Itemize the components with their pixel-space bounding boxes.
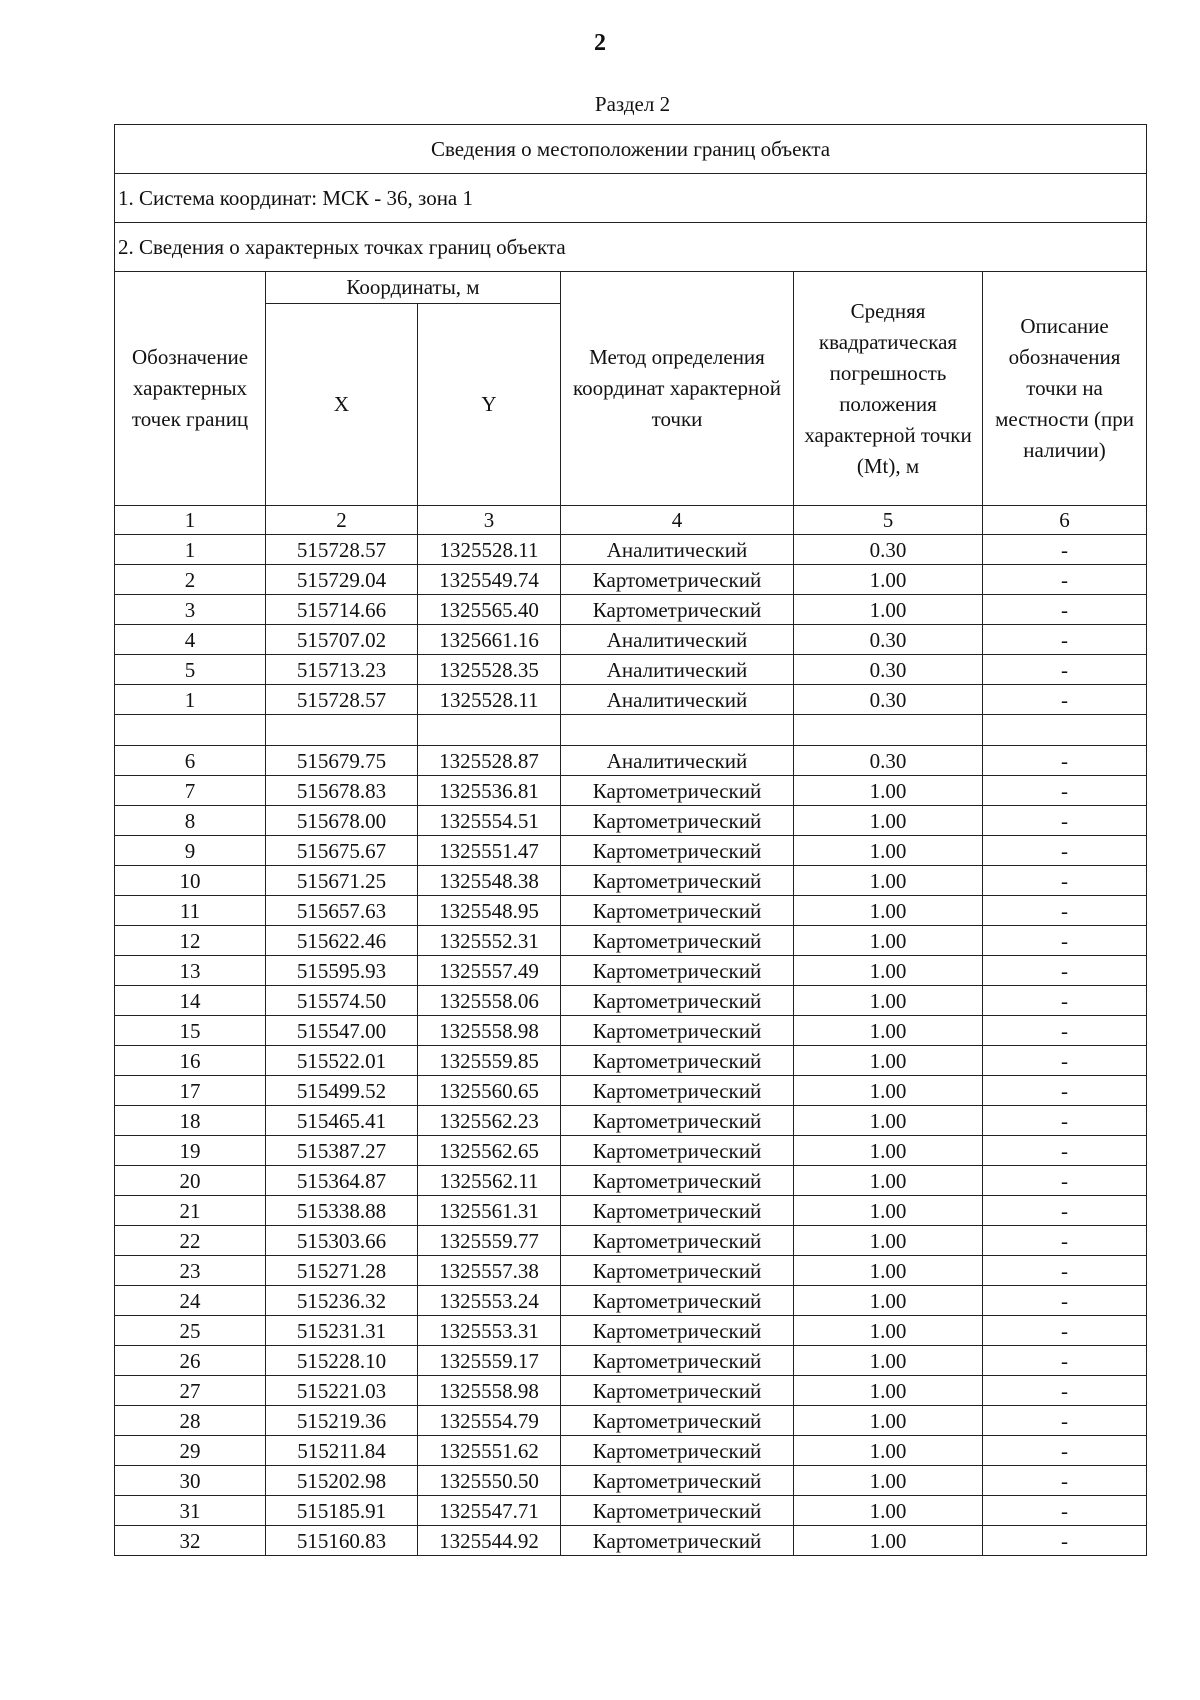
description-cell: - bbox=[983, 1286, 1147, 1316]
description-cell: - bbox=[983, 685, 1147, 715]
error-cell: 1.00 bbox=[794, 1226, 983, 1256]
table-row bbox=[115, 1346, 1147, 1376]
error-cell: 1.00 bbox=[794, 1286, 983, 1316]
empty-cell bbox=[983, 715, 1147, 746]
point-number-cell: 17 bbox=[115, 1076, 266, 1106]
error-cell: 0.30 bbox=[794, 655, 983, 685]
x-coordinate-cell: 515622.46 bbox=[266, 926, 418, 956]
empty-cell bbox=[561, 715, 794, 746]
y-coordinate-cell: 1325558.06 bbox=[418, 986, 561, 1016]
description-cell: - bbox=[983, 1196, 1147, 1226]
x-coordinate-cell: 515338.88 bbox=[266, 1196, 418, 1226]
description-cell: - bbox=[983, 1376, 1147, 1406]
y-coordinate-cell: 1325557.49 bbox=[418, 956, 561, 986]
error-cell: 1.00 bbox=[794, 1076, 983, 1106]
x-coordinate-cell: 515679.75 bbox=[266, 746, 418, 776]
method-cell: Картометрический bbox=[561, 1466, 794, 1496]
column-number: 5 bbox=[794, 506, 983, 535]
description-cell: - bbox=[983, 836, 1147, 866]
column-number: 2 bbox=[266, 506, 418, 535]
x-coordinate-cell: 515707.02 bbox=[266, 625, 418, 655]
x-coordinate-cell: 515678.00 bbox=[266, 806, 418, 836]
method-cell: Аналитический bbox=[561, 655, 794, 685]
description-cell: - bbox=[983, 866, 1147, 896]
table-row bbox=[115, 1136, 1147, 1166]
table-row bbox=[115, 655, 1147, 685]
column-number: 3 bbox=[418, 506, 561, 535]
method-cell: Аналитический bbox=[561, 535, 794, 565]
y-coordinate-cell: 1325536.81 bbox=[418, 776, 561, 806]
error-cell: 1.00 bbox=[794, 776, 983, 806]
table-row bbox=[115, 1526, 1147, 1556]
y-coordinate-cell: 1325548.38 bbox=[418, 866, 561, 896]
x-coordinate-cell: 515202.98 bbox=[266, 1466, 418, 1496]
table-row bbox=[115, 535, 1147, 565]
table-row bbox=[115, 896, 1147, 926]
empty-cell bbox=[115, 715, 266, 746]
method-cell: Картометрический bbox=[561, 1526, 794, 1556]
method-cell: Картометрический bbox=[561, 1076, 794, 1106]
method-cell: Картометрический bbox=[561, 806, 794, 836]
point-number-cell: 4 bbox=[115, 625, 266, 655]
description-cell: - bbox=[983, 595, 1147, 625]
error-cell: 1.00 bbox=[794, 866, 983, 896]
empty-cell bbox=[794, 715, 983, 746]
point-number-cell: 1 bbox=[115, 535, 266, 565]
table-row bbox=[115, 1436, 1147, 1466]
y-coordinate-cell: 1325528.35 bbox=[418, 655, 561, 685]
points-heading: 2. Сведения о характерных точках границ объекта bbox=[115, 223, 1147, 272]
y-coordinate-cell: 1325559.17 bbox=[418, 1346, 561, 1376]
x-coordinate-cell: 515185.91 bbox=[266, 1496, 418, 1526]
error-cell: 0.30 bbox=[794, 535, 983, 565]
table-row bbox=[115, 595, 1147, 625]
header-method: Метод определения координат характерной точки bbox=[561, 272, 794, 506]
method-cell: Аналитический bbox=[561, 746, 794, 776]
x-coordinate-cell: 515387.27 bbox=[266, 1136, 418, 1166]
table-row bbox=[115, 565, 1147, 595]
table-row bbox=[115, 956, 1147, 986]
x-coordinate-cell: 515465.41 bbox=[266, 1106, 418, 1136]
description-cell: - bbox=[983, 746, 1147, 776]
error-cell: 1.00 bbox=[794, 1346, 983, 1376]
y-coordinate-cell: 1325551.62 bbox=[418, 1436, 561, 1466]
table-row bbox=[115, 1286, 1147, 1316]
description-cell: - bbox=[983, 1436, 1147, 1466]
x-coordinate-cell: 515713.23 bbox=[266, 655, 418, 685]
description-cell: - bbox=[983, 1466, 1147, 1496]
method-cell: Картометрический bbox=[561, 565, 794, 595]
error-cell: 1.00 bbox=[794, 806, 983, 836]
description-cell: - bbox=[983, 1136, 1147, 1166]
point-number-cell: 28 bbox=[115, 1406, 266, 1436]
empty-cell bbox=[266, 715, 418, 746]
x-coordinate-cell: 515595.93 bbox=[266, 956, 418, 986]
method-cell: Картометрический bbox=[561, 1376, 794, 1406]
x-coordinate-cell: 515671.25 bbox=[266, 866, 418, 896]
point-number-cell: 15 bbox=[115, 1016, 266, 1046]
table-row bbox=[115, 1496, 1147, 1526]
y-coordinate-cell: 1325562.65 bbox=[418, 1136, 561, 1166]
point-number-cell: 2 bbox=[115, 565, 266, 595]
point-number-cell: 23 bbox=[115, 1256, 266, 1286]
header-y: Y bbox=[418, 304, 561, 506]
table-row bbox=[115, 1406, 1147, 1436]
x-coordinate-cell: 515221.03 bbox=[266, 1376, 418, 1406]
x-coordinate-cell: 515271.28 bbox=[266, 1256, 418, 1286]
x-coordinate-cell: 515675.67 bbox=[266, 836, 418, 866]
error-cell: 1.00 bbox=[794, 1166, 983, 1196]
y-coordinate-cell: 1325561.31 bbox=[418, 1196, 561, 1226]
point-number-cell: 31 bbox=[115, 1496, 266, 1526]
description-cell: - bbox=[983, 1316, 1147, 1346]
point-number-cell: 3 bbox=[115, 595, 266, 625]
y-coordinate-cell: 1325562.23 bbox=[418, 1106, 561, 1136]
y-coordinate-cell: 1325560.65 bbox=[418, 1076, 561, 1106]
table-row bbox=[115, 1196, 1147, 1226]
table-row bbox=[115, 926, 1147, 956]
point-number-cell: 6 bbox=[115, 746, 266, 776]
x-coordinate-cell: 515231.31 bbox=[266, 1316, 418, 1346]
error-cell: 1.00 bbox=[794, 1406, 983, 1436]
table-row bbox=[115, 685, 1147, 715]
y-coordinate-cell: 1325548.95 bbox=[418, 896, 561, 926]
boundary-points-table bbox=[114, 124, 1147, 1556]
error-cell: 1.00 bbox=[794, 1316, 983, 1346]
y-coordinate-cell: 1325528.11 bbox=[418, 535, 561, 565]
error-cell: 0.30 bbox=[794, 746, 983, 776]
method-cell: Картометрический bbox=[561, 1496, 794, 1526]
table-row bbox=[115, 1046, 1147, 1076]
error-cell: 1.00 bbox=[794, 1196, 983, 1226]
header-point-designation: Обозначение характерных точек границ bbox=[115, 272, 266, 506]
y-coordinate-cell: 1325557.38 bbox=[418, 1256, 561, 1286]
header-error: Средняя квадратическая погрешность положения характерной точки (Mt), м bbox=[794, 272, 983, 506]
point-number-cell: 22 bbox=[115, 1226, 266, 1256]
y-coordinate-cell: 1325550.50 bbox=[418, 1466, 561, 1496]
table-row bbox=[115, 1016, 1147, 1046]
header-description: Описание обозначения точки на местности (при наличии) bbox=[983, 272, 1147, 506]
y-coordinate-cell: 1325559.85 bbox=[418, 1046, 561, 1076]
column-number: 6 bbox=[983, 506, 1147, 535]
point-number-cell: 21 bbox=[115, 1196, 266, 1226]
table-row bbox=[115, 1376, 1147, 1406]
description-cell: - bbox=[983, 1496, 1147, 1526]
y-coordinate-cell: 1325559.77 bbox=[418, 1226, 561, 1256]
method-cell: Картометрический bbox=[561, 1016, 794, 1046]
description-cell: - bbox=[983, 1016, 1147, 1046]
method-cell: Аналитический bbox=[561, 685, 794, 715]
method-cell: Картометрический bbox=[561, 1286, 794, 1316]
error-cell: 1.00 bbox=[794, 1016, 983, 1046]
description-cell: - bbox=[983, 806, 1147, 836]
error-cell: 1.00 bbox=[794, 1106, 983, 1136]
points-body bbox=[115, 535, 1147, 1556]
point-number-cell: 7 bbox=[115, 776, 266, 806]
table-row bbox=[115, 776, 1147, 806]
table-row bbox=[115, 866, 1147, 896]
description-cell: - bbox=[983, 1106, 1147, 1136]
point-number-cell: 29 bbox=[115, 1436, 266, 1466]
method-cell: Картометрический bbox=[561, 595, 794, 625]
method-cell: Картометрический bbox=[561, 1166, 794, 1196]
error-cell: 1.00 bbox=[794, 1046, 983, 1076]
method-cell: Картометрический bbox=[561, 866, 794, 896]
x-coordinate-cell: 515499.52 bbox=[266, 1076, 418, 1106]
table-title: Сведения о местоположении границ объекта bbox=[115, 125, 1147, 174]
y-coordinate-cell: 1325549.74 bbox=[418, 565, 561, 595]
error-cell: 1.00 bbox=[794, 1136, 983, 1166]
method-cell: Аналитический bbox=[561, 625, 794, 655]
method-cell: Картометрический bbox=[561, 1256, 794, 1286]
description-cell: - bbox=[983, 1346, 1147, 1376]
table-row bbox=[115, 806, 1147, 836]
point-number-cell: 5 bbox=[115, 655, 266, 685]
y-coordinate-cell: 1325544.92 bbox=[418, 1526, 561, 1556]
point-number-cell: 1 bbox=[115, 685, 266, 715]
point-number-cell: 18 bbox=[115, 1106, 266, 1136]
table-row bbox=[115, 1466, 1147, 1496]
point-number-cell: 19 bbox=[115, 1136, 266, 1166]
x-coordinate-cell: 515728.57 bbox=[266, 535, 418, 565]
description-cell: - bbox=[983, 1526, 1147, 1556]
x-coordinate-cell: 515303.66 bbox=[266, 1226, 418, 1256]
description-cell: - bbox=[983, 1226, 1147, 1256]
error-cell: 1.00 bbox=[794, 595, 983, 625]
error-cell: 1.00 bbox=[794, 836, 983, 866]
description-cell: - bbox=[983, 986, 1147, 1016]
x-coordinate-cell: 515522.01 bbox=[266, 1046, 418, 1076]
method-cell: Картометрический bbox=[561, 956, 794, 986]
method-cell: Картометрический bbox=[561, 1136, 794, 1166]
table-row bbox=[115, 746, 1147, 776]
point-number-cell: 25 bbox=[115, 1316, 266, 1346]
table-row bbox=[115, 986, 1147, 1016]
x-coordinate-cell: 515728.57 bbox=[266, 685, 418, 715]
x-coordinate-cell: 515678.83 bbox=[266, 776, 418, 806]
method-cell: Картометрический bbox=[561, 986, 794, 1016]
point-number-cell: 24 bbox=[115, 1286, 266, 1316]
header-coordinates: Координаты, м bbox=[266, 272, 561, 304]
x-coordinate-cell: 515714.66 bbox=[266, 595, 418, 625]
method-cell: Картометрический bbox=[561, 1316, 794, 1346]
description-cell: - bbox=[983, 1256, 1147, 1286]
table-row bbox=[115, 836, 1147, 866]
y-coordinate-cell: 1325551.47 bbox=[418, 836, 561, 866]
description-cell: - bbox=[983, 625, 1147, 655]
point-number-cell: 12 bbox=[115, 926, 266, 956]
contour-separator-row bbox=[115, 715, 1147, 746]
error-cell: 1.00 bbox=[794, 926, 983, 956]
description-cell: - bbox=[983, 1046, 1147, 1076]
error-cell: 1.00 bbox=[794, 1496, 983, 1526]
point-number-cell: 20 bbox=[115, 1166, 266, 1196]
method-cell: Картометрический bbox=[561, 1196, 794, 1226]
description-cell: - bbox=[983, 655, 1147, 685]
table-row bbox=[115, 1166, 1147, 1196]
point-number-cell: 11 bbox=[115, 896, 266, 926]
description-cell: - bbox=[983, 896, 1147, 926]
x-coordinate-cell: 515547.00 bbox=[266, 1016, 418, 1046]
x-coordinate-cell: 515160.83 bbox=[266, 1526, 418, 1556]
table-row bbox=[115, 1076, 1147, 1106]
description-cell: - bbox=[983, 1076, 1147, 1106]
x-coordinate-cell: 515219.36 bbox=[266, 1406, 418, 1436]
y-coordinate-cell: 1325553.31 bbox=[418, 1316, 561, 1346]
y-coordinate-cell: 1325661.16 bbox=[418, 625, 561, 655]
description-cell: - bbox=[983, 926, 1147, 956]
method-cell: Картометрический bbox=[561, 1436, 794, 1466]
x-coordinate-cell: 515657.63 bbox=[266, 896, 418, 926]
x-coordinate-cell: 515729.04 bbox=[266, 565, 418, 595]
method-cell: Картометрический bbox=[561, 1346, 794, 1376]
table-row bbox=[115, 1316, 1147, 1346]
y-coordinate-cell: 1325565.40 bbox=[418, 595, 561, 625]
page-number: 2 bbox=[594, 30, 606, 56]
description-cell: - bbox=[983, 1166, 1147, 1196]
description-cell: - bbox=[983, 1406, 1147, 1436]
header-x: X bbox=[266, 304, 418, 506]
coordinate-system: 1. Система координат: МСК - 36, зона 1 bbox=[115, 174, 1147, 223]
method-cell: Картометрический bbox=[561, 1046, 794, 1076]
section-label: Раздел 2 bbox=[594, 92, 671, 116]
error-cell: 1.00 bbox=[794, 896, 983, 926]
method-cell: Картометрический bbox=[561, 896, 794, 926]
error-cell: 1.00 bbox=[794, 1376, 983, 1406]
x-coordinate-cell: 515236.32 bbox=[266, 1286, 418, 1316]
method-cell: Картометрический bbox=[561, 1406, 794, 1436]
y-coordinate-cell: 1325562.11 bbox=[418, 1166, 561, 1196]
y-coordinate-cell: 1325528.11 bbox=[418, 685, 561, 715]
table-row bbox=[115, 625, 1147, 655]
y-coordinate-cell: 1325552.31 bbox=[418, 926, 561, 956]
table-row bbox=[115, 1256, 1147, 1286]
error-cell: 1.00 bbox=[794, 1256, 983, 1286]
method-cell: Картометрический bbox=[561, 836, 794, 866]
point-number-cell: 8 bbox=[115, 806, 266, 836]
point-number-cell: 9 bbox=[115, 836, 266, 866]
x-coordinate-cell: 515211.84 bbox=[266, 1436, 418, 1466]
table-row bbox=[115, 1106, 1147, 1136]
error-cell: 1.00 bbox=[794, 1526, 983, 1556]
point-number-cell: 14 bbox=[115, 986, 266, 1016]
x-coordinate-cell: 515364.87 bbox=[266, 1166, 418, 1196]
description-cell: - bbox=[983, 535, 1147, 565]
point-number-cell: 16 bbox=[115, 1046, 266, 1076]
description-cell: - bbox=[983, 565, 1147, 595]
point-number-cell: 27 bbox=[115, 1376, 266, 1406]
description-cell: - bbox=[983, 956, 1147, 986]
error-cell: 0.30 bbox=[794, 685, 983, 715]
method-cell: Картометрический bbox=[561, 926, 794, 956]
method-cell: Картометрический bbox=[561, 1226, 794, 1256]
y-coordinate-cell: 1325558.98 bbox=[418, 1376, 561, 1406]
error-cell: 1.00 bbox=[794, 956, 983, 986]
point-number-cell: 30 bbox=[115, 1466, 266, 1496]
error-cell: 0.30 bbox=[794, 625, 983, 655]
column-number: 1 bbox=[115, 506, 266, 535]
error-cell: 1.00 bbox=[794, 565, 983, 595]
x-coordinate-cell: 515228.10 bbox=[266, 1346, 418, 1376]
y-coordinate-cell: 1325554.51 bbox=[418, 806, 561, 836]
method-cell: Картометрический bbox=[561, 1106, 794, 1136]
empty-cell bbox=[418, 715, 561, 746]
column-number: 4 bbox=[561, 506, 794, 535]
point-number-cell: 32 bbox=[115, 1526, 266, 1556]
y-coordinate-cell: 1325553.24 bbox=[418, 1286, 561, 1316]
point-number-cell: 26 bbox=[115, 1346, 266, 1376]
point-number-cell: 13 bbox=[115, 956, 266, 986]
method-cell: Картометрический bbox=[561, 776, 794, 806]
y-coordinate-cell: 1325547.71 bbox=[418, 1496, 561, 1526]
y-coordinate-cell: 1325558.98 bbox=[418, 1016, 561, 1046]
error-cell: 1.00 bbox=[794, 1436, 983, 1466]
error-cell: 1.00 bbox=[794, 986, 983, 1016]
point-number-cell: 10 bbox=[115, 866, 266, 896]
error-cell: 1.00 bbox=[794, 1466, 983, 1496]
y-coordinate-cell: 1325554.79 bbox=[418, 1406, 561, 1436]
table-row bbox=[115, 1226, 1147, 1256]
description-cell: - bbox=[983, 776, 1147, 806]
x-coordinate-cell: 515574.50 bbox=[266, 986, 418, 1016]
y-coordinate-cell: 1325528.87 bbox=[418, 746, 561, 776]
